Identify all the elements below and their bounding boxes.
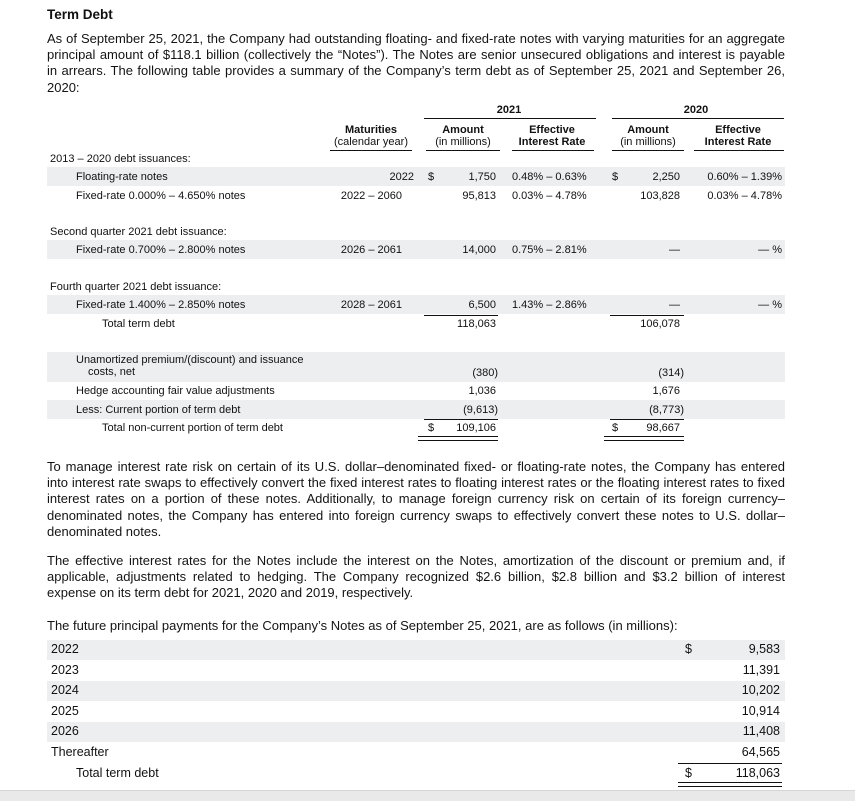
future-amount: 10,914: [741, 703, 780, 718]
maturity-cell: 2022: [389, 171, 414, 183]
adj-2021-cell: (380): [472, 367, 498, 379]
future-amount: 64,565: [741, 745, 780, 759]
future-total-amount: 118,063: [735, 766, 780, 780]
col-rate-2021-header: Effective Interest Rate: [518, 124, 586, 148]
divider: [426, 150, 500, 151]
rate-2021-cell: 0.75% – 2.81%: [512, 244, 587, 256]
group-label: Fourth quarter 2021 debt issuance:: [50, 281, 222, 293]
dollar-sign: $: [685, 642, 692, 656]
subtotal-rule: [610, 315, 684, 316]
row-label: Fixed-rate 1.400% – 2.850% notes: [76, 299, 246, 311]
future-year: 2024: [51, 683, 79, 698]
col-amount-2020-header: Amount (in millions): [620, 124, 676, 148]
divider: [512, 150, 594, 151]
total-2020-cell: 106,078: [640, 318, 680, 330]
divider: [612, 150, 684, 151]
maturity-cell: 2028 – 2061: [340, 299, 402, 311]
amount-2020-cell: —: [669, 244, 680, 256]
double-underline: [604, 436, 684, 441]
future-total-label: Total term debt: [76, 766, 159, 780]
future-amount: 9,583: [748, 642, 780, 656]
divider: [330, 150, 412, 151]
interest-paragraph: The effective interest rates for the Notes include the interest on the Notes, amortization of the discount or premium and, if applicable, adjustments related to hedging. The Company recognized $2.6 billion, $2.8 billion and $3.2 billion of interest expense on its term debt for 2021, 2020 and 2019, respectively.: [47, 553, 785, 601]
group-label: 2013 – 2020 debt issuances:: [50, 153, 191, 165]
amount-2021-cell: 14,000: [462, 244, 496, 256]
dollar-sign: $: [428, 171, 435, 183]
future-year: 2025: [51, 703, 79, 718]
rate-2021-cell: 0.03% – 4.78%: [512, 190, 587, 202]
row-shade: [47, 722, 785, 742]
subtotal-rule: [678, 763, 782, 765]
amount-2020-cell: —: [669, 299, 680, 311]
divider: [424, 118, 596, 119]
col-rate-2020-header: Effective Interest Rate: [704, 124, 772, 148]
row-label: Less: Current portion of term debt: [76, 404, 241, 416]
rate-2020-cell: 0.60% – 1.39%: [707, 171, 782, 183]
total-2021-cell: 118,063: [457, 318, 496, 330]
double-underline: [678, 782, 782, 787]
amount-2021-cell: 95,813: [462, 190, 496, 202]
divider: [612, 118, 784, 119]
row-label: Fixed-rate 0.000% – 4.650% notes: [76, 190, 246, 202]
amount-2020-cell: 2,250: [652, 171, 680, 183]
future-amount: 11,391: [742, 662, 780, 677]
subtotal-rule: [610, 419, 684, 420]
noncurrent-2020-cell: 98,667: [646, 422, 680, 434]
col-amount-2021-header: Amount (in millions): [435, 124, 491, 148]
year-2020-header: 2020: [683, 104, 709, 116]
row-label: Unamortized premium/(discount) and issuance costs, net: [76, 354, 304, 378]
adj-2020-cell: (8,773): [649, 404, 684, 416]
future-year: 2026: [51, 724, 79, 739]
swaps-paragraph: To manage interest rate risk on certain of its U.S. dollar–denominated fixed- or floating-rate notes, the Company has entered into interest rate swaps to effectively convert the fixed interest rates to floating interest rates or the floating interest rates to fixed interest rates on a portion of these notes. Additionally, to manage foreign currency risk on certain of its foreign currency–denominated notes, the Company has entered into foreign currency swaps to effectively convert these notes to U.S. dollar–denominated notes.: [47, 459, 785, 539]
dollar-sign: $: [685, 766, 692, 780]
row-label: Hedge accounting fair value adjustments: [76, 385, 275, 397]
amount-2021-cell: 1,750: [468, 171, 496, 183]
maturity-cell: 2022 – 2060: [340, 190, 402, 202]
adj-2020-cell: (314): [658, 367, 684, 379]
rate-2020-cell: — %: [758, 299, 782, 311]
future-payments-intro: The future principal payments for the Company’s Notes as of September 25, 2021, are as follows (in millions):: [47, 618, 678, 633]
adj-2020-cell: 1,676: [652, 385, 680, 397]
future-year: 2023: [51, 662, 79, 677]
row-label: Fixed-rate 0.700% – 2.800% notes: [76, 244, 246, 256]
noncurrent-label: Total non-current portion of term debt: [102, 422, 283, 434]
amount-2020-cell: 103,828: [640, 190, 680, 202]
rate-2021-cell: 1.43% – 2.86%: [512, 299, 587, 311]
amount-2021-cell: 6,500: [468, 299, 496, 311]
adj-2021-cell: 1,036: [468, 385, 496, 397]
row-shade: [47, 681, 785, 701]
row-shade: [47, 640, 785, 660]
dollar-sign: $: [428, 422, 435, 434]
dollar-sign: $: [612, 422, 619, 434]
rate-2020-cell: — %: [758, 244, 782, 256]
group-label: Second quarter 2021 debt issuance:: [50, 226, 227, 238]
year-2021-header: 2021: [496, 104, 522, 116]
total-label: Total term debt: [102, 318, 175, 330]
adj-2021-cell: (9,613): [463, 404, 498, 416]
maturity-cell: 2026 – 2061: [340, 244, 402, 256]
subtotal-rule: [424, 419, 498, 420]
subtotal-rule: [424, 315, 498, 316]
rate-2021-cell: 0.48% – 0.63%: [512, 171, 587, 183]
noncurrent-2021-cell: 109,106: [456, 422, 496, 434]
rate-2020-cell: 0.03% – 4.78%: [707, 190, 782, 202]
future-amount: 10,202: [741, 683, 780, 698]
double-underline: [418, 436, 498, 441]
future-year: Thereafter: [51, 745, 109, 759]
divider: [694, 150, 784, 151]
future-amount: 11,408: [742, 724, 780, 739]
bottom-scroll-strip: [0, 790, 855, 801]
intro-paragraph: As of September 25, 2021, the Company had outstanding floating- and fixed-rate notes with varying maturities for an aggregate principal amount of $118.1 billion (collectively the “Notes”). The Notes are senior unsecured obligations and interest is payable in arrears. The following table provides a summary of the Company’s term debt as of September 25, 2021 and September 26, 2020:: [47, 31, 785, 95]
col-maturities-header: Maturities (calendar year): [334, 124, 408, 148]
future-year: 2022: [51, 642, 79, 656]
dollar-sign: $: [612, 171, 619, 183]
section-title: Term Debt: [47, 7, 113, 22]
row-label: Floating-rate notes: [76, 171, 168, 183]
